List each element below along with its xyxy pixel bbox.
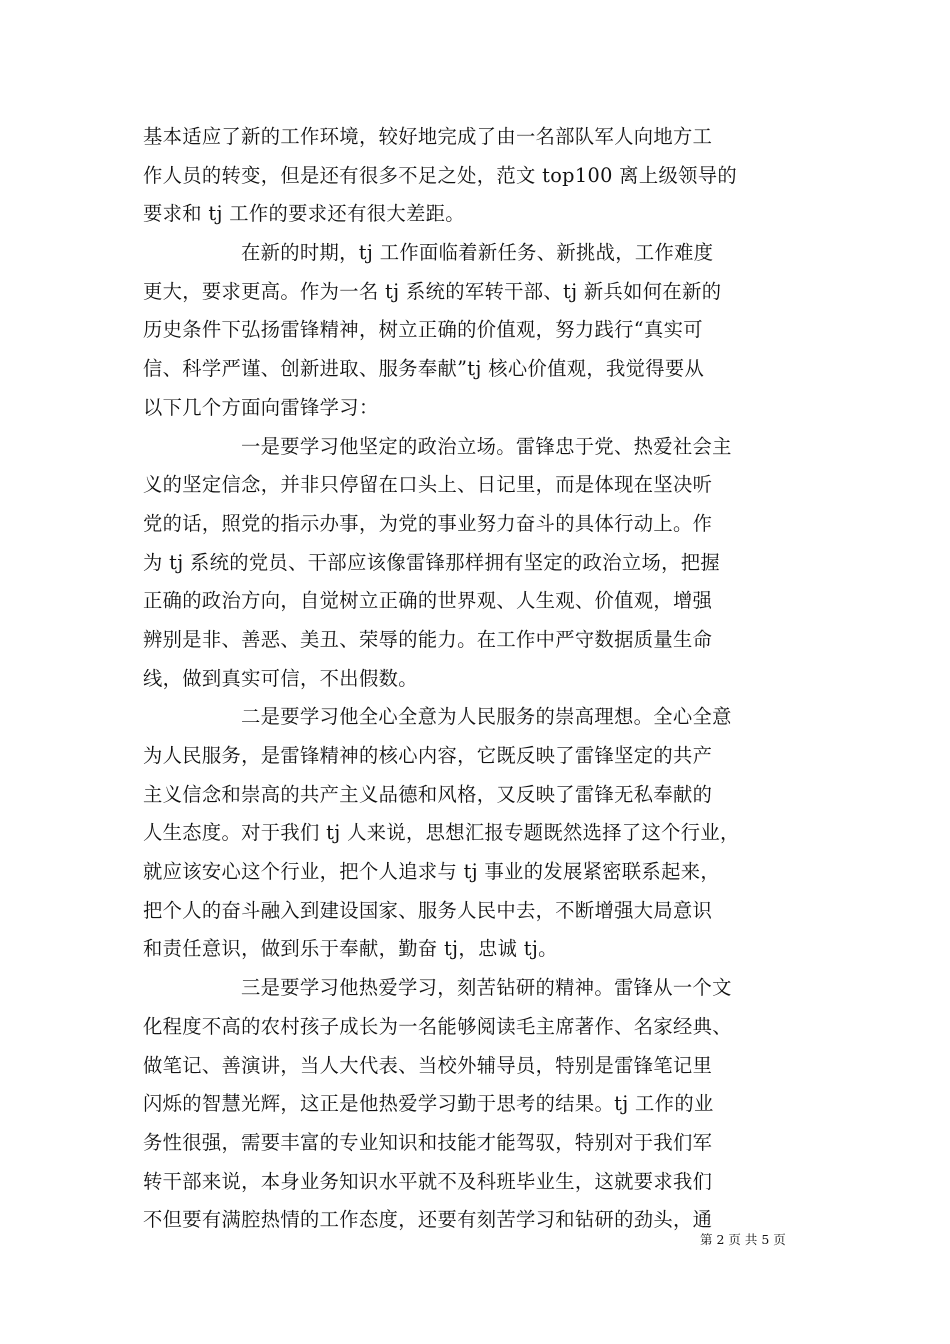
text-line: 以下几个方面向雷锋学习： (143, 395, 379, 419)
text-line: 要求和 tj 工作的要求还有很大差距。 (143, 202, 465, 226)
text-line: 就应该安心这个行业，把个人追求与 tj 事业的发展紧密联系起来， (143, 860, 721, 884)
text-line: 为 tj 系统的党员、干部应该像雷锋那样拥有坚定的政治立场，把握 (143, 550, 721, 574)
paragraph-first-line: 三是要学习他热爱学习，刻苦钻研的精神。雷锋从一个文 (241, 976, 732, 1000)
text-line: 辨别是非、善恶、美丑、荣辱的能力。在工作中严守数据质量生命 (143, 627, 713, 651)
text-line: 人生态度。对于我们 tj 人来说，思想汇报专题既然选择了这个行业， (143, 821, 740, 845)
text-line: 党的话，照党的指示办事，为党的事业努力奋斗的具体行动上。作 (143, 511, 713, 535)
document-body (143, 118, 808, 1240)
paragraph-first-line: 一是要学习他坚定的政治立场。雷锋忠于党、热爱社会主 (241, 434, 732, 458)
text-line: 正确的政治方向，自觉树立正确的世界观、人生观、价值观，增强 (143, 589, 713, 613)
text-line: 闪烁的智慧光辉，这正是他热爱学习勤于思考的结果。tj 工作的业 (143, 1092, 714, 1116)
text-line: 做笔记、善演讲，当人大代表、当校外辅导员，特别是雷锋笔记里 (143, 1053, 713, 1077)
text-line: 为人民服务，是雷锋精神的核心内容，它既反映了雷锋坚定的共产 (143, 744, 713, 767)
paragraph-first-line: 二是要学习他全心全意为人民服务的崇高理想。全心全意 (241, 705, 732, 729)
text-line: 主义信念和崇高的共产主义品德和风格，又反映了雷锋无私奉献的 (143, 782, 713, 806)
text-line: 义的坚定信念，并非只停留在口头上、日记里，而是体现在坚决听 (143, 473, 713, 497)
text-line: 更大，要求更高。作为一名 tj 系统的军转干部、tj 新兵如何在新的 (143, 279, 722, 303)
text-line: 作人员的转变，但是还有很多不足之处，范文 top100 离上级领导的 (143, 163, 737, 187)
text-line: 不但要有满腔热情的工作态度，还要有刻苦学习和钻研的劲头，通 (143, 1208, 713, 1232)
page-number: 第 2 页 共 5 页 (700, 1232, 786, 1247)
text-line: 历史条件下弘扬雷锋精神，树立正确的价值观，努力践行“真实可 (143, 318, 703, 342)
text-line: 信、科学严谨、创新进取、服务奉献”tj 核心价值观，我觉得要从 (143, 357, 705, 381)
text-line: 把个人的奋斗融入到建设国家、服务人民中去，不断增强大局意识 (143, 898, 713, 922)
text-line: 转干部来说，本身业务知识水平就不及科班毕业生，这就要求我们 (143, 1169, 713, 1193)
text-line: 和责任意识，做到乐于奉献，勤奋 tj，忠诚 tj。 (143, 937, 558, 961)
paragraph-first-line: 在新的时期，tj 工作面临着新任务、新挑战，工作难度 (241, 241, 714, 265)
text-line: 化程度不高的农村孩子成长为一名能够阅读毛主席著作、名家经典、 (143, 1014, 732, 1038)
text-line: 基本适应了新的工作环境，较好地完成了由一名部队军人向地方工 (143, 125, 713, 148)
text-line: 线，做到真实可信，不出假数。 (143, 666, 418, 690)
text-line: 务性很强，需要丰富的专业知识和技能才能驾驭，特别对于我们军 (143, 1130, 713, 1154)
